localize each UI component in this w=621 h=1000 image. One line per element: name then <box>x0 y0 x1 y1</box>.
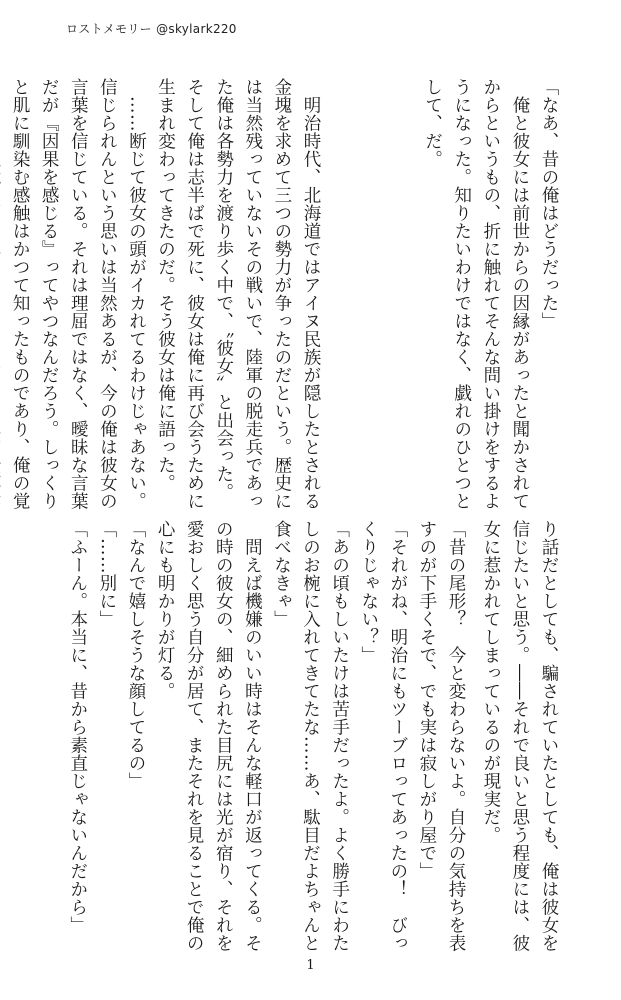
text-column: 「……別に」 <box>96 520 117 628</box>
text-column: して、だ。 <box>422 78 443 168</box>
text-column: 女に惹かれてしまっているのが現実だ。 <box>480 520 501 844</box>
text-column: 食べなきゃ」 <box>271 520 292 628</box>
text-block-upper-right <box>417 78 562 510</box>
text-block-lower-right <box>475 520 562 952</box>
text-column: の時の彼女の、細められた目尻には光が宿り、それを <box>213 520 234 952</box>
text-column: 信じられんという思いは当然あるが、今の俺は彼女の <box>97 78 118 510</box>
text-column: 明治時代、北海道ではアイヌ民族が隠したとされる <box>301 78 321 510</box>
text-column: だが『因果を感じる』ってやつなんだろう。しっくり <box>39 78 60 510</box>
text-column: 「なあ、昔の俺はどうだった」 <box>539 78 559 330</box>
text-column: 信じたいと思う。――それで良いと思う程度には、彼 <box>509 520 530 952</box>
text-column: くりじゃない？」 <box>358 520 379 664</box>
page-number: 1 <box>306 958 315 973</box>
text-column: 愛おしく思う自分が居て、またそれを見ることで俺の <box>184 520 205 952</box>
text-column: 問えば機嫌のいい時はそんな軽口が返ってくる。そ <box>242 520 263 952</box>
text-column: そして俺は志半ばで死に、彼女は俺に再び会うために <box>184 78 205 510</box>
text-block-upper-left <box>0 78 324 510</box>
text-column: た俺は各勢力を渡り歩く中で、〝彼女〟と出会った。 <box>213 78 234 502</box>
text-column: 「昔の尾形？ 今と変わらないよ。自分の気持ちを表 <box>446 520 466 952</box>
header-title: ロストメモリー @skylark220 <box>66 22 237 36</box>
text-column: り話だとしても、騙されていたとしても、俺は彼女を <box>539 520 559 952</box>
text-column: と肌に馴染む感触はかつて知ったものであり、俺の覚 <box>10 78 31 510</box>
text-column: 「あの頃もしいたけは苦手だったよ。よく勝手にわた <box>329 520 350 952</box>
text-column <box>0 78 4 510</box>
text-column: しのお椀に入れてきてたな……あ、駄目だよちゃんと <box>300 520 321 952</box>
text-column: 「なんで嬉しそうな顔してるの」 <box>125 520 146 790</box>
text-column: 言葉を信じている。それは理屈ではなく、曖昧な言葉 <box>68 78 89 510</box>
text-column: は当然残っていないその戦いで、陸軍の脱走兵であっ <box>242 78 263 510</box>
text-column: 金塊を求めて三つの勢力が争ったのだという。歴史に <box>271 78 292 510</box>
text-block-lower-left <box>62 520 469 952</box>
text-column: 「それがね、明治にもツーブロってあったの！ びっ <box>387 520 408 952</box>
text-column: すのが下手くそで、でも実は寂しがり屋で」 <box>416 520 437 880</box>
text-column: 「ふーん。本当に、昔から素直じゃないんだから」 <box>67 520 88 934</box>
text-column: うになった。知りたいわけではなく、戯れのひとつと <box>451 78 472 510</box>
text-column: ……断じて彼女の頭がイカれてるわけじゃあない。 <box>126 78 147 510</box>
text-column: 俺と彼女には前世からの因縁があったと聞かされて <box>509 78 530 510</box>
text-column: 生まれ変わってきたのだ。そう彼女は俺に語った。 <box>155 78 176 492</box>
text-column: 心にも明かりが灯る。 <box>155 520 176 700</box>
text-column: からというもの、折に触れてそんな問い掛けをするよ <box>480 78 501 510</box>
